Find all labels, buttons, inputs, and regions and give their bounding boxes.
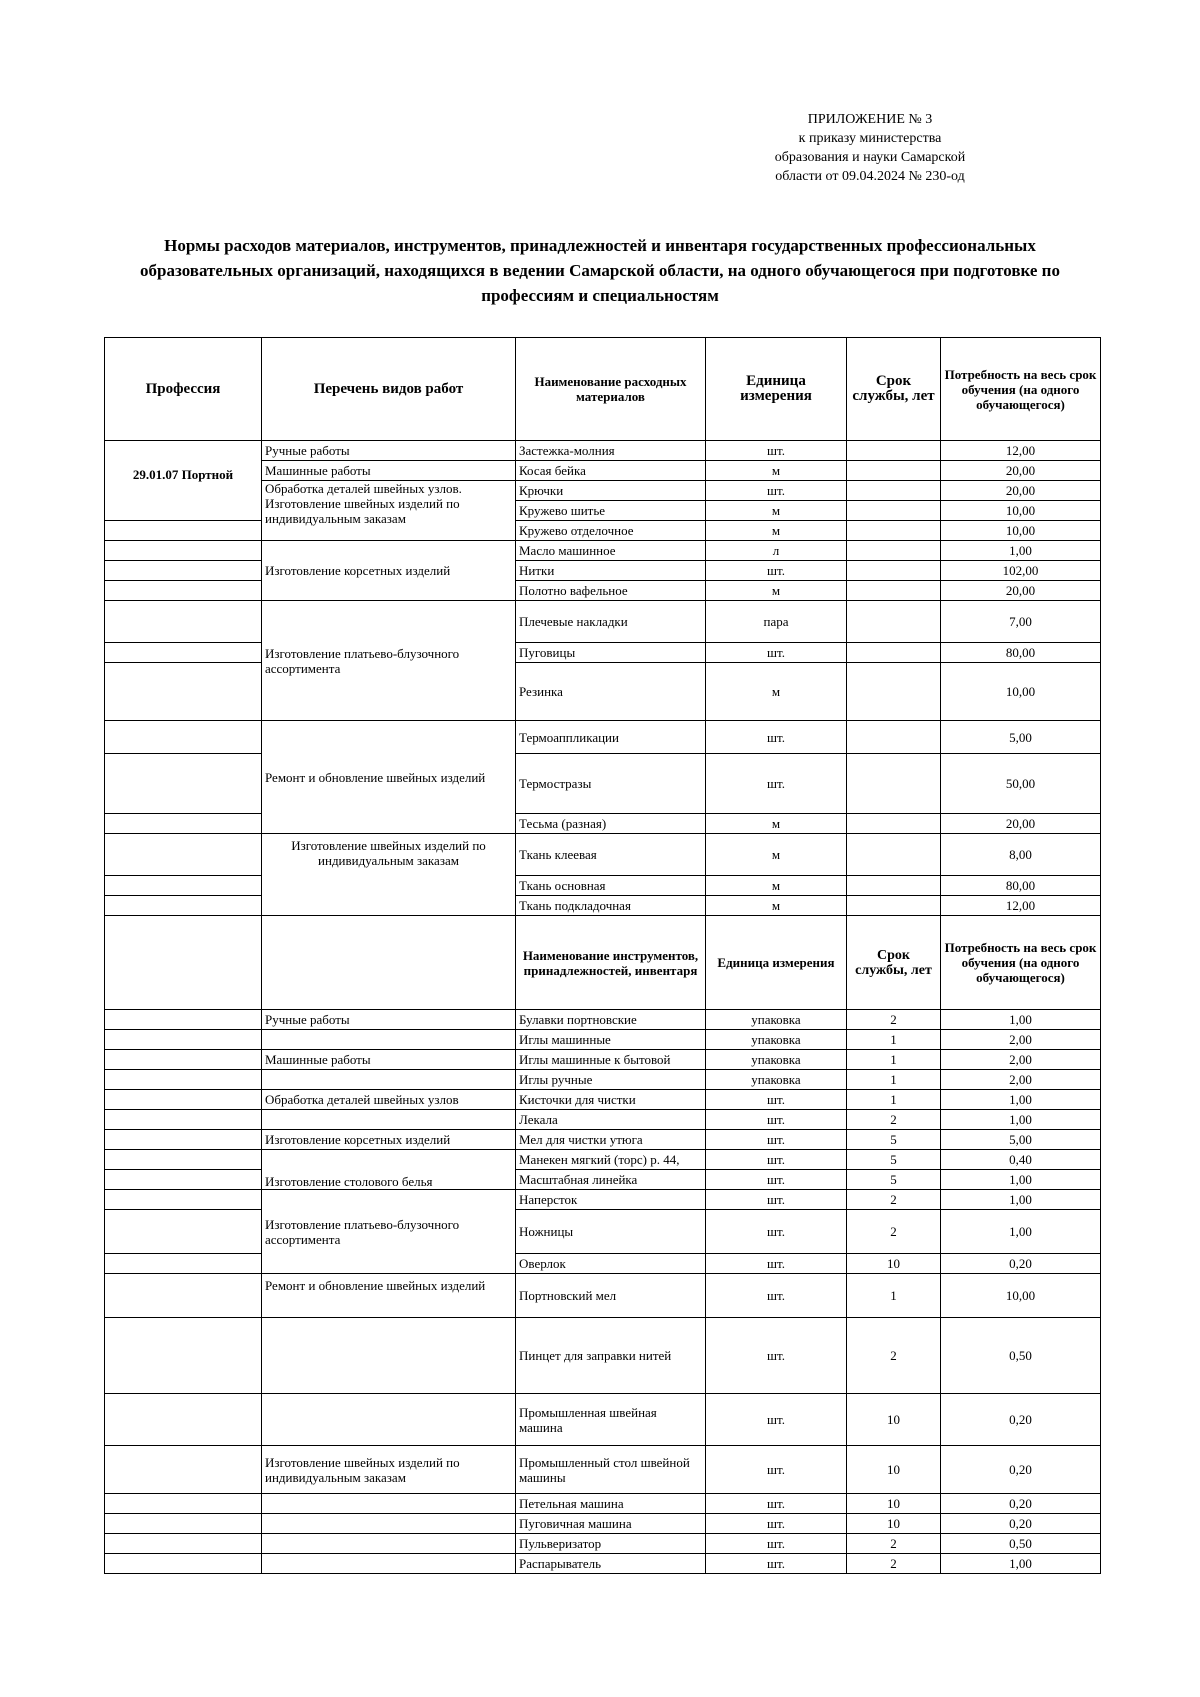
tool-row (105, 1394, 1101, 1446)
tool-row (105, 1446, 1101, 1494)
tool-term: 2 (847, 1190, 941, 1210)
tool-name: Пинцет для заправки нитей (516, 1318, 706, 1394)
material-name: Полотно вафельное (516, 581, 706, 601)
material-row (105, 441, 1101, 461)
work-type-empty (262, 1534, 516, 1554)
tool-unit: шт. (706, 1130, 847, 1150)
work-type: Машинные работы (262, 461, 516, 481)
work-type-empty (262, 1030, 516, 1050)
material-unit: шт. (706, 721, 847, 754)
tool-need: 2,00 (941, 1070, 1101, 1090)
tool-need: 0,40 (941, 1150, 1101, 1170)
profession-cell-empty (105, 663, 262, 721)
tool-row (105, 1150, 1101, 1170)
tool-unit: упаковка (706, 1070, 847, 1090)
tool-name: Манекен мягкий (торс) р. 44, (516, 1150, 706, 1170)
tool-unit: шт. (706, 1150, 847, 1170)
tool-term: 1 (847, 1030, 941, 1050)
tool-name: Булавки портновские (516, 1010, 706, 1030)
tool-row (105, 1514, 1101, 1534)
tool-name: Ножницы (516, 1210, 706, 1254)
tool-need: 1,00 (941, 1554, 1101, 1574)
tool-term: 10 (847, 1394, 941, 1446)
material-need: 1,00 (941, 541, 1101, 561)
tools-header-row (105, 916, 1101, 1010)
tool-unit: шт. (706, 1514, 847, 1534)
tool-row (105, 1010, 1101, 1030)
material-need: 12,00 (941, 441, 1101, 461)
tool-unit: шт. (706, 1318, 847, 1394)
tool-term: 5 (847, 1150, 941, 1170)
appendix-line-2: к приказу министерства (798, 131, 942, 146)
tool-term: 1 (847, 1050, 941, 1070)
tool-term: 2 (847, 1210, 941, 1254)
profession-cell-empty (105, 1254, 262, 1274)
materials-header-row (105, 338, 1101, 441)
material-unit: шт. (706, 561, 847, 581)
material-term (847, 541, 941, 561)
appendix-line-1: ПРИЛОЖЕНИЕ № 3 (807, 112, 933, 127)
tool-unit: шт. (706, 1446, 847, 1494)
work-type: Изготовление столового белья (262, 1150, 516, 1190)
material-need: 80,00 (941, 643, 1101, 663)
tool-name: Иглы машинные (516, 1030, 706, 1050)
profession-cell-empty (105, 1050, 262, 1070)
tool-term: 1 (847, 1274, 941, 1318)
tool-row (105, 1090, 1101, 1110)
material-term (847, 501, 941, 521)
tool-name: Наперсток (516, 1190, 706, 1210)
material-term (847, 521, 941, 541)
work-type: Изготовление швейных изделий по индивидуальным заказам (262, 834, 516, 916)
header-term: Срок службы, лет (847, 338, 941, 441)
material-name: Термоаппликации (516, 721, 706, 754)
profession-cell-empty (105, 1494, 262, 1514)
work-type-empty (262, 1494, 516, 1514)
header-unit: Единица измерения (706, 338, 847, 441)
tool-term: 10 (847, 1446, 941, 1494)
material-name: Кружево шитье (516, 501, 706, 521)
material-name: Застежка-молния (516, 441, 706, 461)
tool-term: 2 (847, 1110, 941, 1130)
material-need: 10,00 (941, 521, 1101, 541)
material-need: 7,00 (941, 601, 1101, 643)
profession-cell-empty (105, 814, 262, 834)
tool-row (105, 1050, 1101, 1070)
tool-name: Распарыватель (516, 1554, 706, 1574)
tool-name: Мел для чистки утюга (516, 1130, 706, 1150)
profession-cell-empty (105, 1534, 262, 1554)
material-row (105, 754, 1101, 814)
tool-term: 10 (847, 1254, 941, 1274)
profession-cell-empty (105, 581, 262, 601)
profession-cell-empty (105, 1514, 262, 1534)
tool-name: Иглы ручные (516, 1070, 706, 1090)
profession-cell-empty (105, 896, 262, 916)
material-need: 10,00 (941, 663, 1101, 721)
tool-need: 1,00 (941, 1110, 1101, 1130)
tool-row (105, 1170, 1101, 1190)
material-name: Ткань клеевая (516, 834, 706, 876)
tool-name: Масштабная линейка (516, 1170, 706, 1190)
tool-unit: шт. (706, 1254, 847, 1274)
profession-cell-empty (105, 1210, 262, 1254)
material-term (847, 561, 941, 581)
material-need: 20,00 (941, 581, 1101, 601)
tool-need: 1,00 (941, 1170, 1101, 1190)
work-type-empty (262, 1514, 516, 1534)
profession-cell-empty (105, 1070, 262, 1090)
tool-need: 2,00 (941, 1050, 1101, 1070)
tool-need: 0,50 (941, 1318, 1101, 1394)
tool-unit: шт. (706, 1394, 847, 1446)
profession-cell-empty (105, 1170, 262, 1190)
profession-cell: 29.01.07 Портной (105, 441, 262, 521)
profession-cell-empty (105, 754, 262, 814)
material-row (105, 814, 1101, 834)
tool-unit: шт. (706, 1170, 847, 1190)
work-type: Изготовление корсетных изделий (262, 541, 516, 601)
tool-unit: упаковка (706, 1010, 847, 1030)
work-type: Ручные работы (262, 1010, 516, 1030)
tool-row (105, 1554, 1101, 1574)
material-name: Нитки (516, 561, 706, 581)
tool-row (105, 1210, 1101, 1254)
tool-name: Пульверизатор (516, 1534, 706, 1554)
material-name: Ткань основная (516, 876, 706, 896)
material-term (847, 461, 941, 481)
tool-unit: упаковка (706, 1030, 847, 1050)
tool-unit: упаковка (706, 1050, 847, 1070)
tool-name: Пуговичная машина (516, 1514, 706, 1534)
tool-unit: шт. (706, 1110, 847, 1130)
profession-cell-empty (105, 834, 262, 876)
tool-need: 1,00 (941, 1190, 1101, 1210)
header-tool-need: Потребность на весь срок обучения (на одного обучающегося) (941, 916, 1101, 1010)
header-material-name: Наименование расходных материалов (516, 338, 706, 441)
tool-row (105, 1254, 1101, 1274)
tool-name: Промышленная швейная машина (516, 1394, 706, 1446)
tool-row (105, 1110, 1101, 1130)
profession-cell-empty (105, 876, 262, 896)
tool-row (105, 1130, 1101, 1150)
material-row (105, 521, 1101, 541)
profession-cell-empty (105, 1394, 262, 1446)
tool-need: 10,00 (941, 1274, 1101, 1318)
tool-term: 10 (847, 1514, 941, 1534)
work-type-empty (262, 916, 516, 1010)
tool-name: Петельная машина (516, 1494, 706, 1514)
tool-name: Лекала (516, 1110, 706, 1130)
material-row (105, 721, 1101, 754)
profession-cell-empty (105, 1110, 262, 1130)
tool-term: 1 (847, 1070, 941, 1090)
tool-name: Иглы машинные к бытовой (516, 1050, 706, 1070)
tool-row (105, 1318, 1101, 1394)
tool-need: 0,50 (941, 1534, 1101, 1554)
tool-term: 10 (847, 1494, 941, 1514)
work-type: Ручные работы (262, 441, 516, 461)
tool-unit: шт. (706, 1190, 847, 1210)
tool-unit: шт. (706, 1534, 847, 1554)
tool-unit: шт. (706, 1554, 847, 1574)
profession-cell-empty (105, 721, 262, 754)
tool-name: Портновский мел (516, 1274, 706, 1318)
work-type-line: Изготовление швейных изделий по индивидуальным заказам (265, 496, 460, 526)
tool-term: 5 (847, 1130, 941, 1150)
material-need: 12,00 (941, 896, 1101, 916)
tool-need: 0,20 (941, 1446, 1101, 1494)
norms-table (104, 337, 1101, 1574)
material-need: 50,00 (941, 754, 1101, 814)
material-need: 5,00 (941, 721, 1101, 754)
material-term (847, 643, 941, 663)
profession-cell-empty (105, 1010, 262, 1030)
material-need: 102,00 (941, 561, 1101, 581)
work-type-empty (262, 1318, 516, 1394)
tool-unit: шт. (706, 1210, 847, 1254)
appendix-line-3: образования и науки Самарской (774, 150, 966, 165)
work-type: Изготовление швейных изделий по индивидуальным заказам (262, 1446, 516, 1494)
header-works: Перечень видов работ (262, 338, 516, 441)
tool-need: 1,00 (941, 1210, 1101, 1254)
material-unit: м (706, 663, 847, 721)
material-name: Резинка (516, 663, 706, 721)
profession-cell-empty (105, 521, 262, 541)
material-unit: шт. (706, 643, 847, 663)
profession-cell-empty (105, 1090, 262, 1110)
tool-need: 0,20 (941, 1254, 1101, 1274)
material-need: 10,00 (941, 501, 1101, 521)
work-type-line: Обработка деталей швейных узлов. (265, 481, 462, 496)
tool-need: 1,00 (941, 1010, 1101, 1030)
material-unit: м (706, 501, 847, 521)
header-need: Потребность на весь срок обучения (на одного обучающегося) (941, 338, 1101, 441)
material-term (847, 581, 941, 601)
material-name: Термостразы (516, 754, 706, 814)
profession-cell-empty (105, 601, 262, 643)
appendix-line-4: области от 09.04.2024 № 230-од (775, 169, 965, 184)
header-tool-term: Срок службы, лет (847, 916, 941, 1010)
tool-need: 0,20 (941, 1514, 1101, 1534)
material-name: Косая бейка (516, 461, 706, 481)
material-name: Пуговицы (516, 643, 706, 663)
material-name: Крючки (516, 481, 706, 501)
profession-cell-empty (105, 1130, 262, 1150)
work-type: Изготовление корсетных изделий (262, 1130, 516, 1150)
material-unit: м (706, 814, 847, 834)
profession-cell-empty (105, 1554, 262, 1574)
material-need: 20,00 (941, 481, 1101, 501)
tool-name: Оверлок (516, 1254, 706, 1274)
tool-term: 2 (847, 1010, 941, 1030)
document-title: Нормы расходов материалов, инструментов, принадлежностей и инвентаря государственных профессиональных образовательных организаций, находящихся в ведении Самарской области, на одного обучающегося при подготовке по профессиям и специальностям (140, 236, 1060, 305)
tool-term: 2 (847, 1318, 941, 1394)
profession-cell-empty (105, 561, 262, 581)
profession-cell-empty (105, 1446, 262, 1494)
profession-cell-empty (105, 541, 262, 561)
tool-name: Промышленный стол швейной машины (516, 1446, 706, 1494)
header-tool-name: Наименование инструментов, принадлежностей, инвентаря (516, 916, 706, 1010)
material-term (847, 601, 941, 643)
work-type-empty (262, 1394, 516, 1446)
tool-term: 2 (847, 1534, 941, 1554)
tool-unit: шт. (706, 1274, 847, 1318)
material-unit: м (706, 896, 847, 916)
profession-cell-empty (105, 1190, 262, 1210)
material-term (847, 441, 941, 461)
profession-cell-empty (105, 1150, 262, 1170)
profession-cell-empty (105, 643, 262, 663)
material-unit: м (706, 521, 847, 541)
material-row (105, 561, 1101, 581)
tool-need: 2,00 (941, 1030, 1101, 1050)
material-row (105, 541, 1101, 561)
material-need: 8,00 (941, 834, 1101, 876)
tool-row (105, 1190, 1101, 1210)
work-type: Обработка деталей швейных узлов (262, 1090, 516, 1110)
material-name: Ткань подкладочная (516, 896, 706, 916)
work-type: Ремонт и обновление швейных изделий (262, 721, 516, 834)
material-unit: шт. (706, 441, 847, 461)
tool-name: Кисточки для чистки (516, 1090, 706, 1110)
tool-need: 0,20 (941, 1494, 1101, 1514)
material-row (105, 663, 1101, 721)
material-term (847, 663, 941, 721)
profession-cell-empty (105, 916, 262, 1010)
tool-row (105, 1070, 1101, 1090)
tool-need: 0,20 (941, 1394, 1101, 1446)
work-type-empty (262, 1554, 516, 1574)
material-term (847, 834, 941, 876)
profession-cell-empty (105, 1274, 262, 1318)
work-type-empty (262, 1110, 516, 1130)
appendix-block (740, 110, 1000, 186)
material-need: 20,00 (941, 461, 1101, 481)
material-row (105, 601, 1101, 643)
tool-term: 1 (847, 1090, 941, 1110)
material-name: Плечевые накладки (516, 601, 706, 643)
work-type: Ремонт и обновление швейных изделий (262, 1274, 516, 1318)
material-name: Кружево отделочное (516, 521, 706, 541)
work-type-empty (262, 1070, 516, 1090)
header-profession: Профессия (105, 338, 262, 441)
header-tool-unit: Единица измерения (706, 916, 847, 1010)
material-row (105, 896, 1101, 916)
material-term (847, 876, 941, 896)
work-type (262, 481, 516, 541)
material-term (847, 721, 941, 754)
material-unit: м (706, 876, 847, 896)
tool-row (105, 1274, 1101, 1318)
tool-row (105, 1534, 1101, 1554)
tool-unit: шт. (706, 1090, 847, 1110)
work-type: Изготовление платьево-блузочного ассортимента (262, 1190, 516, 1274)
tool-row (105, 1494, 1101, 1514)
tool-need: 5,00 (941, 1130, 1101, 1150)
material-term (847, 754, 941, 814)
material-term (847, 481, 941, 501)
profession-cell-empty (105, 1318, 262, 1394)
material-row (105, 834, 1101, 876)
material-name: Масло машинное (516, 541, 706, 561)
tool-need: 1,00 (941, 1090, 1101, 1110)
profession-cell-empty (105, 1030, 262, 1050)
material-unit: шт. (706, 481, 847, 501)
material-term (847, 814, 941, 834)
work-type: Машинные работы (262, 1050, 516, 1070)
material-unit: л (706, 541, 847, 561)
material-row (105, 581, 1101, 601)
material-unit: м (706, 581, 847, 601)
material-need: 20,00 (941, 814, 1101, 834)
tool-term: 2 (847, 1554, 941, 1574)
material-need: 80,00 (941, 876, 1101, 896)
tool-term: 5 (847, 1170, 941, 1190)
material-unit: м (706, 461, 847, 481)
tool-unit: шт. (706, 1494, 847, 1514)
tool-row (105, 1030, 1101, 1050)
work-type: Изготовление платьево-блузочного ассортимента (262, 601, 516, 721)
material-name: Тесьма (разная) (516, 814, 706, 834)
material-row (105, 643, 1101, 663)
material-row (105, 876, 1101, 896)
material-term (847, 896, 941, 916)
material-unit: м (706, 834, 847, 876)
material-unit: шт. (706, 754, 847, 814)
material-unit: пара (706, 601, 847, 643)
